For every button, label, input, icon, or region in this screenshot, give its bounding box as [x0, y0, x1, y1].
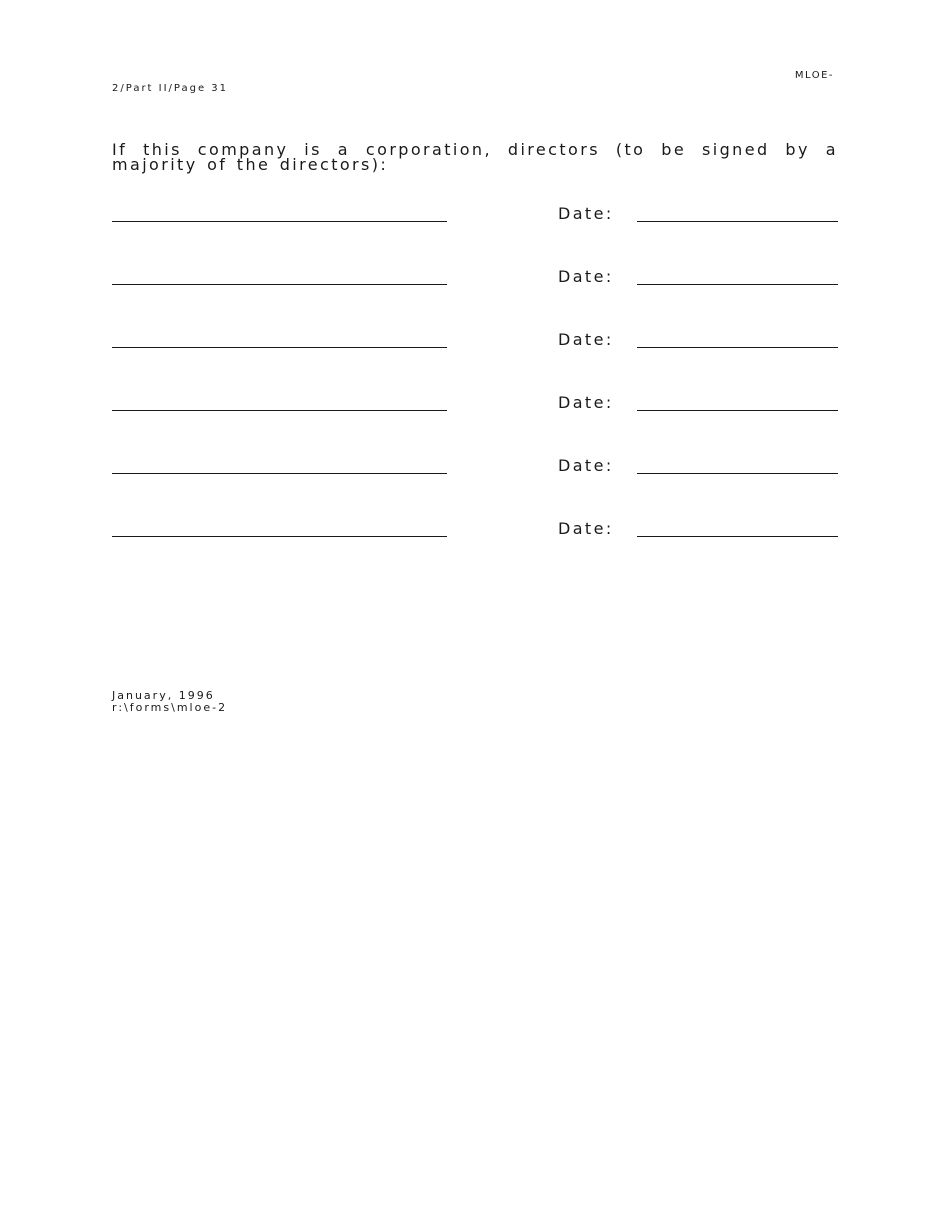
directors-instruction: If this company is a corporation, directors (to be signed by a majority of the directors):	[112, 140, 838, 174]
signature-row	[112, 200, 838, 263]
form-code: MLOE-	[794, 70, 834, 81]
date-line[interactable]	[637, 347, 838, 348]
signature-line[interactable]	[112, 347, 447, 348]
signature-line[interactable]	[112, 221, 447, 222]
signature-line[interactable]	[112, 536, 447, 537]
signature-row	[112, 515, 838, 578]
date-line[interactable]	[637, 221, 838, 222]
date-line[interactable]	[637, 284, 838, 285]
date-label: Date:	[558, 393, 614, 412]
date-label: Date:	[558, 456, 614, 475]
footer-file-path: r:\forms\mloe-2	[112, 701, 228, 714]
date-line[interactable]	[637, 410, 838, 411]
signature-row	[112, 389, 838, 452]
signature-row	[112, 452, 838, 515]
signature-list	[112, 200, 838, 578]
date-label: Date:	[558, 519, 614, 538]
date-line[interactable]	[637, 536, 838, 537]
signature-line[interactable]	[112, 284, 447, 285]
signature-row	[112, 263, 838, 326]
date-label: Date:	[558, 267, 614, 286]
signature-line[interactable]	[112, 473, 447, 474]
date-label: Date:	[558, 204, 614, 223]
signature-line[interactable]	[112, 410, 447, 411]
signature-row	[112, 326, 838, 389]
date-label: Date:	[558, 330, 614, 349]
page-reference: 2/Part II/Page 31	[112, 83, 229, 94]
footer-date: January, 1996	[112, 689, 215, 702]
date-line[interactable]	[637, 473, 838, 474]
footer	[112, 690, 227, 714]
